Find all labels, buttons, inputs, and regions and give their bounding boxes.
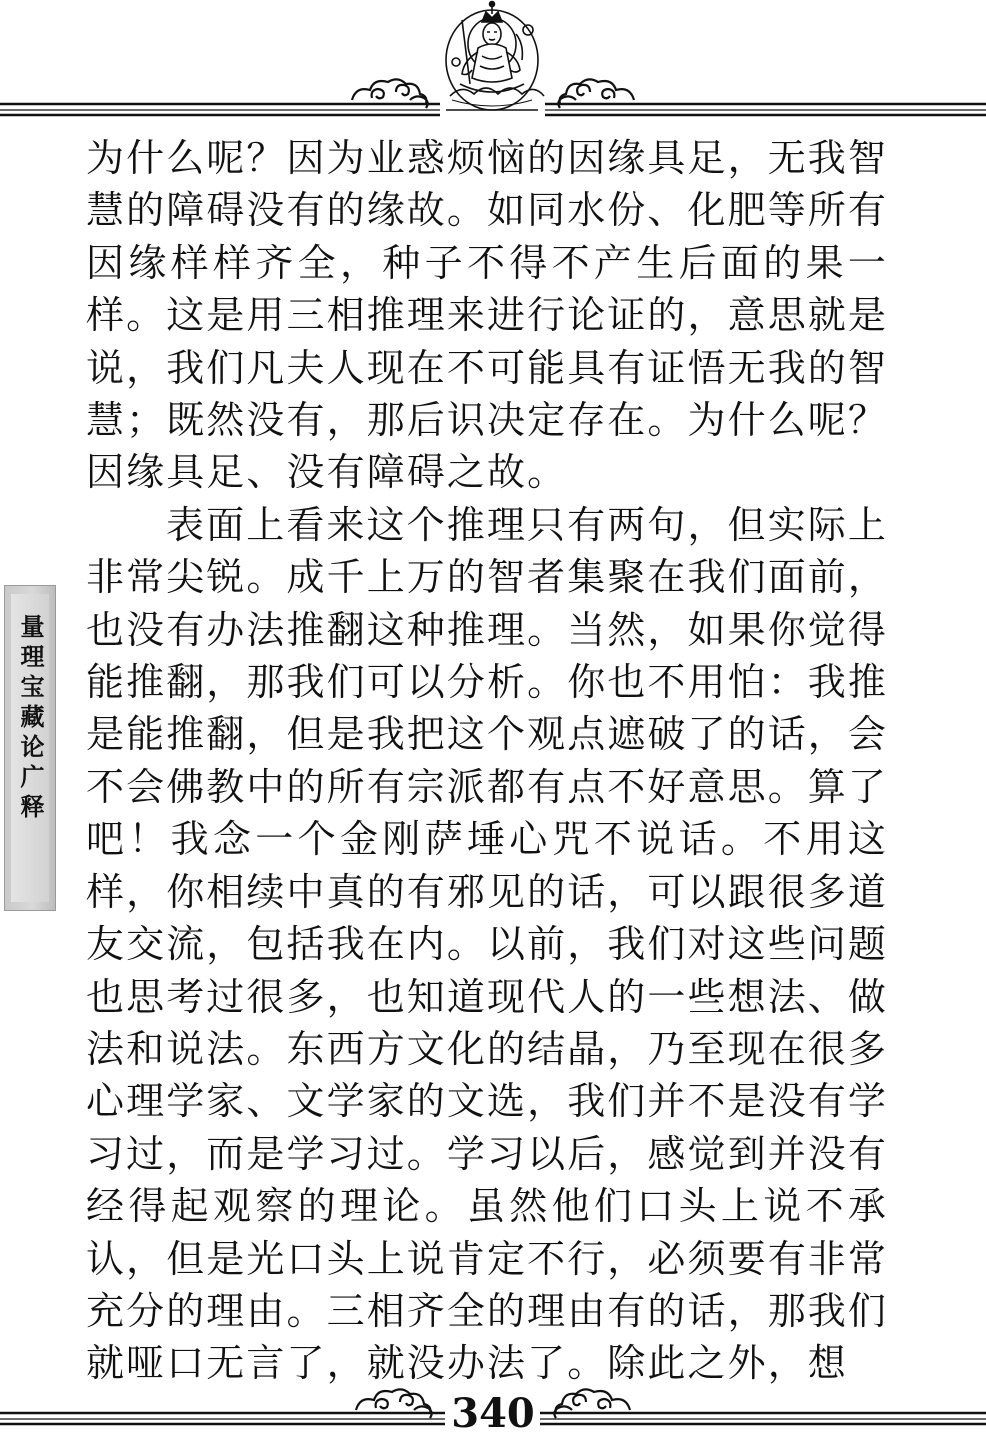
deity-figure-icon: [446, 2, 544, 111]
book-title-vertical: 量理宝藏论广释: [16, 614, 44, 824]
page-body: [86, 132, 888, 1390]
page-header: [0, 0, 986, 125]
paragraph: 表面上看来这个推理只有两句，但实际上非常尖锐。成千上万的智者集聚在我们面前，也没有办法推翻这种推理。当然，如果你觉得能推翻，那我们可以分析。你也不用怕：我推是能推翻，但是我把这个观点遮破了的话，会不会佛教中的所有宗派都有点不好意思。算了吧！我念一个金刚萨埵心咒不说话。不用这样，你相续中真的有邪见的话，可以跟很多道友交流，包括我在内。以前，我们对这些问题也思考过很多，也知道现代人的一些想法、做法和说法。东西方文化的结晶，乃至现在很多心理学家、文学家的文选，我们并不是没有学习过，而是学习过。学习以后，感觉到并没有经得起观察的理论。虽然他们口头上说不承认，但是光口头上说肯定不行，必须要有非常充分的理由。三相齐全的理由有的话，那我们就哑口无言了，就没办法了。除此之外，想: [86, 502, 889, 1386]
paragraph: 为什么呢？因为业惑烦恼的因缘具足，无我智慧的障碍没有的缘故。如同水份、化肥等所有因缘样样齐全，种子不得不产生后面的果一样。这是用三相推理来进行论证的，意思就是说，我们凡夫人现在不可能具有证悟无我的智慧；既然没有，那后识决定存在。为什么呢？因缘具足、没有障碍之故。: [86, 136, 889, 495]
header-ornament: [0, 0, 986, 125]
side-tab-inner: [11, 594, 49, 902]
side-title-tab: [4, 585, 56, 911]
page-number: 340: [451, 1390, 535, 1437]
